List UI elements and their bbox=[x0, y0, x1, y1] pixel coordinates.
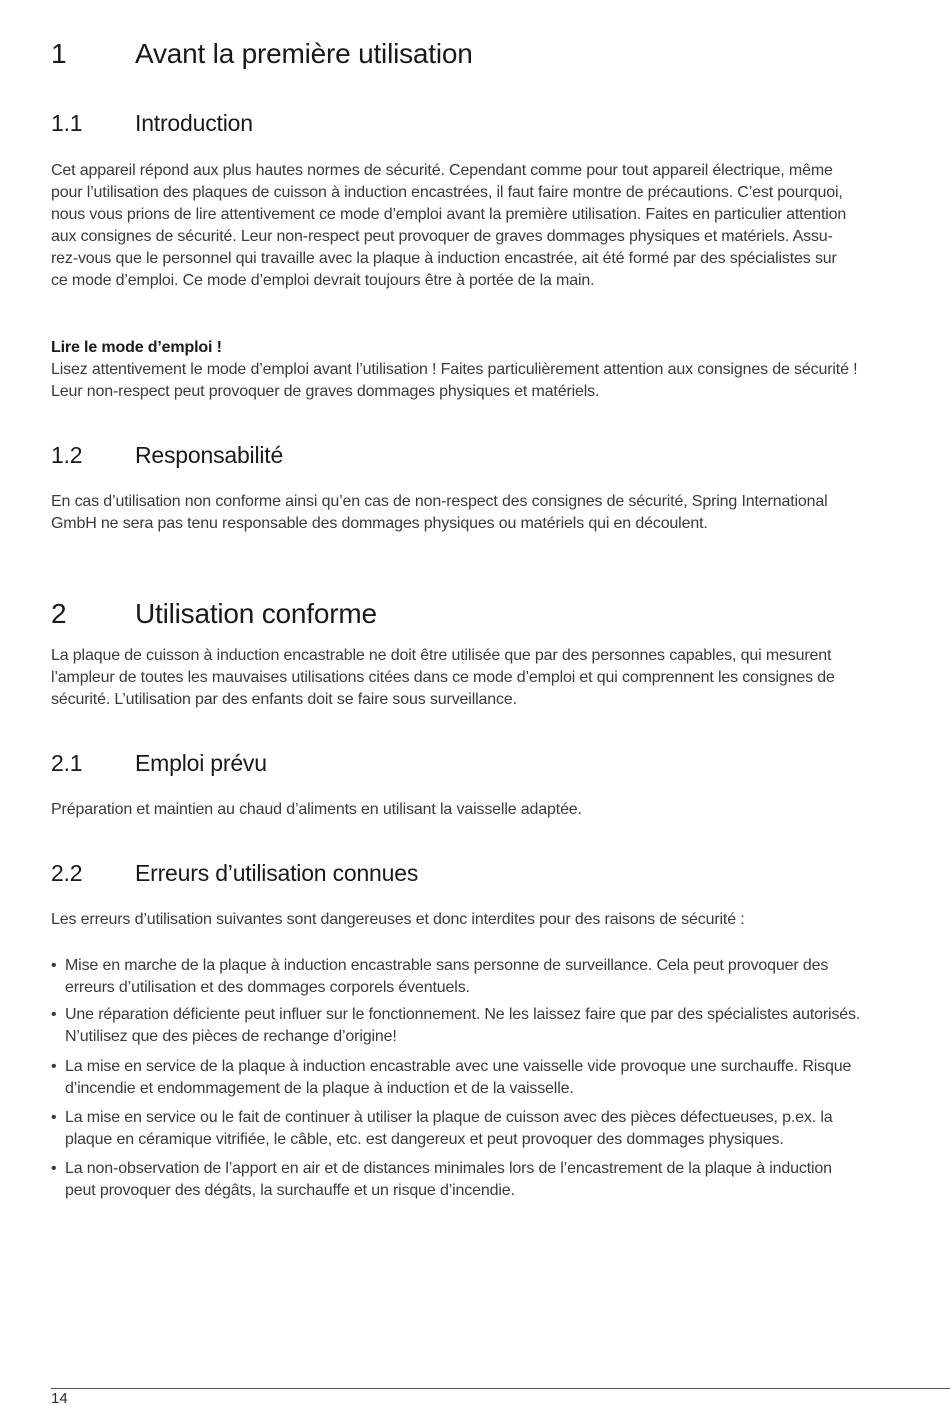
text-line: La plaque de cuisson à induction encastrable ne doit être utilisée que par des personnes capables, qui mesurent bbox=[51, 647, 832, 664]
text-line: sécurité. L’utilisation par des enfants doit se faire sous surveillance. bbox=[51, 691, 517, 708]
text-line: Une réparation déficiente peut influer sur le fonctionnement. Ne les laissez faire que par des spécialistes autorisés. bbox=[65, 1006, 861, 1023]
text-line: d’incendie et endommagement de la plaque à induction et de la vaisselle. bbox=[65, 1079, 574, 1097]
section-1-2-number: 1.2 bbox=[51, 442, 83, 468]
text-line: ce mode d’emploi. Ce mode d’emploi devrait toujours être à portée de la main. bbox=[51, 272, 595, 289]
bullet-marker: • bbox=[51, 1160, 57, 1177]
text-line: aux consignes de sécurité. Leur non-respect peut provoquer de graves dommages physiques et matériels. Assu- bbox=[51, 228, 833, 245]
text-line: Les erreurs d’utilisation suivantes sont dangereuses et donc interdites pour des raisons de sécurité : bbox=[51, 911, 745, 928]
text-line: peut provoquer des dégâts, la surchauffe et un risque d’incendie. bbox=[65, 1181, 515, 1199]
section-1-1-number: 1.1 bbox=[51, 110, 83, 136]
text-line: l’ampleur de toutes les mauvaises utilisations citées dans ce mode d’emploi et qui comprennent les consignes de bbox=[51, 669, 835, 686]
text-line: En cas d’utilisation non conforme ainsi qu’en cas de non-respect des consignes de sécurité, Spring International bbox=[51, 493, 828, 510]
text-line: rez-vous que le personnel qui travaille avec la plaque à induction encastrée, ait été formé par des spécialistes sur bbox=[51, 250, 837, 267]
introduction-paragraph bbox=[51, 160, 950, 292]
text-line: La mise en service ou le fait de continuer à utiliser la plaque de cuisson avec des pièces défectueuses, p.ex. la bbox=[65, 1109, 833, 1126]
section-1-number: 1 bbox=[51, 38, 67, 69]
known-errors-intro bbox=[51, 909, 950, 931]
bullet-marker: • bbox=[51, 1058, 57, 1075]
intended-use-paragraph bbox=[51, 645, 950, 711]
section-1-2-title: Responsabilité bbox=[135, 442, 284, 468]
text-line: Mise en marche de la plaque à induction encastrable sans personne de surveillance. Cela peut provoquer des bbox=[65, 957, 829, 974]
text-line: GmbH ne sera pas tenu responsable des dommages physiques ou matériels qui en découlent. bbox=[51, 515, 708, 532]
section-1-1-title: Introduction bbox=[135, 110, 253, 136]
text-line: La non-observation de l’apport en air et de distances minimales lors de l’encastrement de la plaque à induction bbox=[65, 1160, 832, 1177]
text-line: pour l’utilisation des plaques de cuisson à induction encastrées, il faut faire montre de précautions. C’est pourquoi, bbox=[51, 184, 843, 201]
bullet-marker: • bbox=[51, 1006, 57, 1023]
bullet-marker: • bbox=[51, 957, 57, 974]
notice-block bbox=[51, 337, 950, 403]
section-2-title: Utilisation conforme bbox=[135, 598, 377, 629]
section-2-number: 2 bbox=[51, 598, 67, 629]
section-2-1-number: 2.1 bbox=[51, 750, 83, 776]
section-1-title: Avant la première utilisation bbox=[135, 38, 473, 69]
text-line: Lisez attentivement le mode d’emploi avant l’utilisation ! Faites particulièrement attention aux consignes de sécurité ! bbox=[51, 361, 858, 378]
text-line: N’utilisez que des pièces de rechange d’origine! bbox=[65, 1027, 397, 1045]
footer-divider bbox=[51, 1388, 950, 1389]
section-2-2-number: 2.2 bbox=[51, 860, 83, 886]
text-line: Leur non-respect peut provoquer de graves dommages physiques et matériels. bbox=[51, 383, 600, 400]
text-line: plaque en céramique vitrifiée, le câble, etc. est dangereux et peut provoquer des dommages physiques. bbox=[65, 1130, 784, 1148]
text-line: Cet appareil répond aux plus hautes normes de sécurité. Cependant comme pour tout appareil électrique, même bbox=[51, 162, 833, 179]
text-line: La mise en service de la plaque à induction encastrable avec une vaisselle vide provoque une surchauffe. Risque bbox=[65, 1058, 852, 1075]
bullet-marker: • bbox=[51, 1109, 57, 1126]
text-line: nous vous prions de lire attentivement ce mode d’emploi avant la première utilisation. Faites en particulier attention bbox=[51, 206, 847, 223]
notice-title: Lire le mode d’emploi ! bbox=[51, 339, 222, 356]
section-2-2-title: Erreurs d’utilisation connues bbox=[135, 860, 419, 886]
text-line: Préparation et maintien au chaud d’aliments en utilisant la vaisselle adaptée. bbox=[51, 801, 582, 818]
page-number: 14 bbox=[51, 1390, 68, 1407]
section-2-1-title: Emploi prévu bbox=[135, 750, 267, 776]
text-line: erreurs d’utilisation et des dommages corporels éventuels. bbox=[65, 978, 470, 996]
responsibility-paragraph bbox=[51, 491, 950, 535]
planned-use-paragraph bbox=[51, 799, 950, 821]
